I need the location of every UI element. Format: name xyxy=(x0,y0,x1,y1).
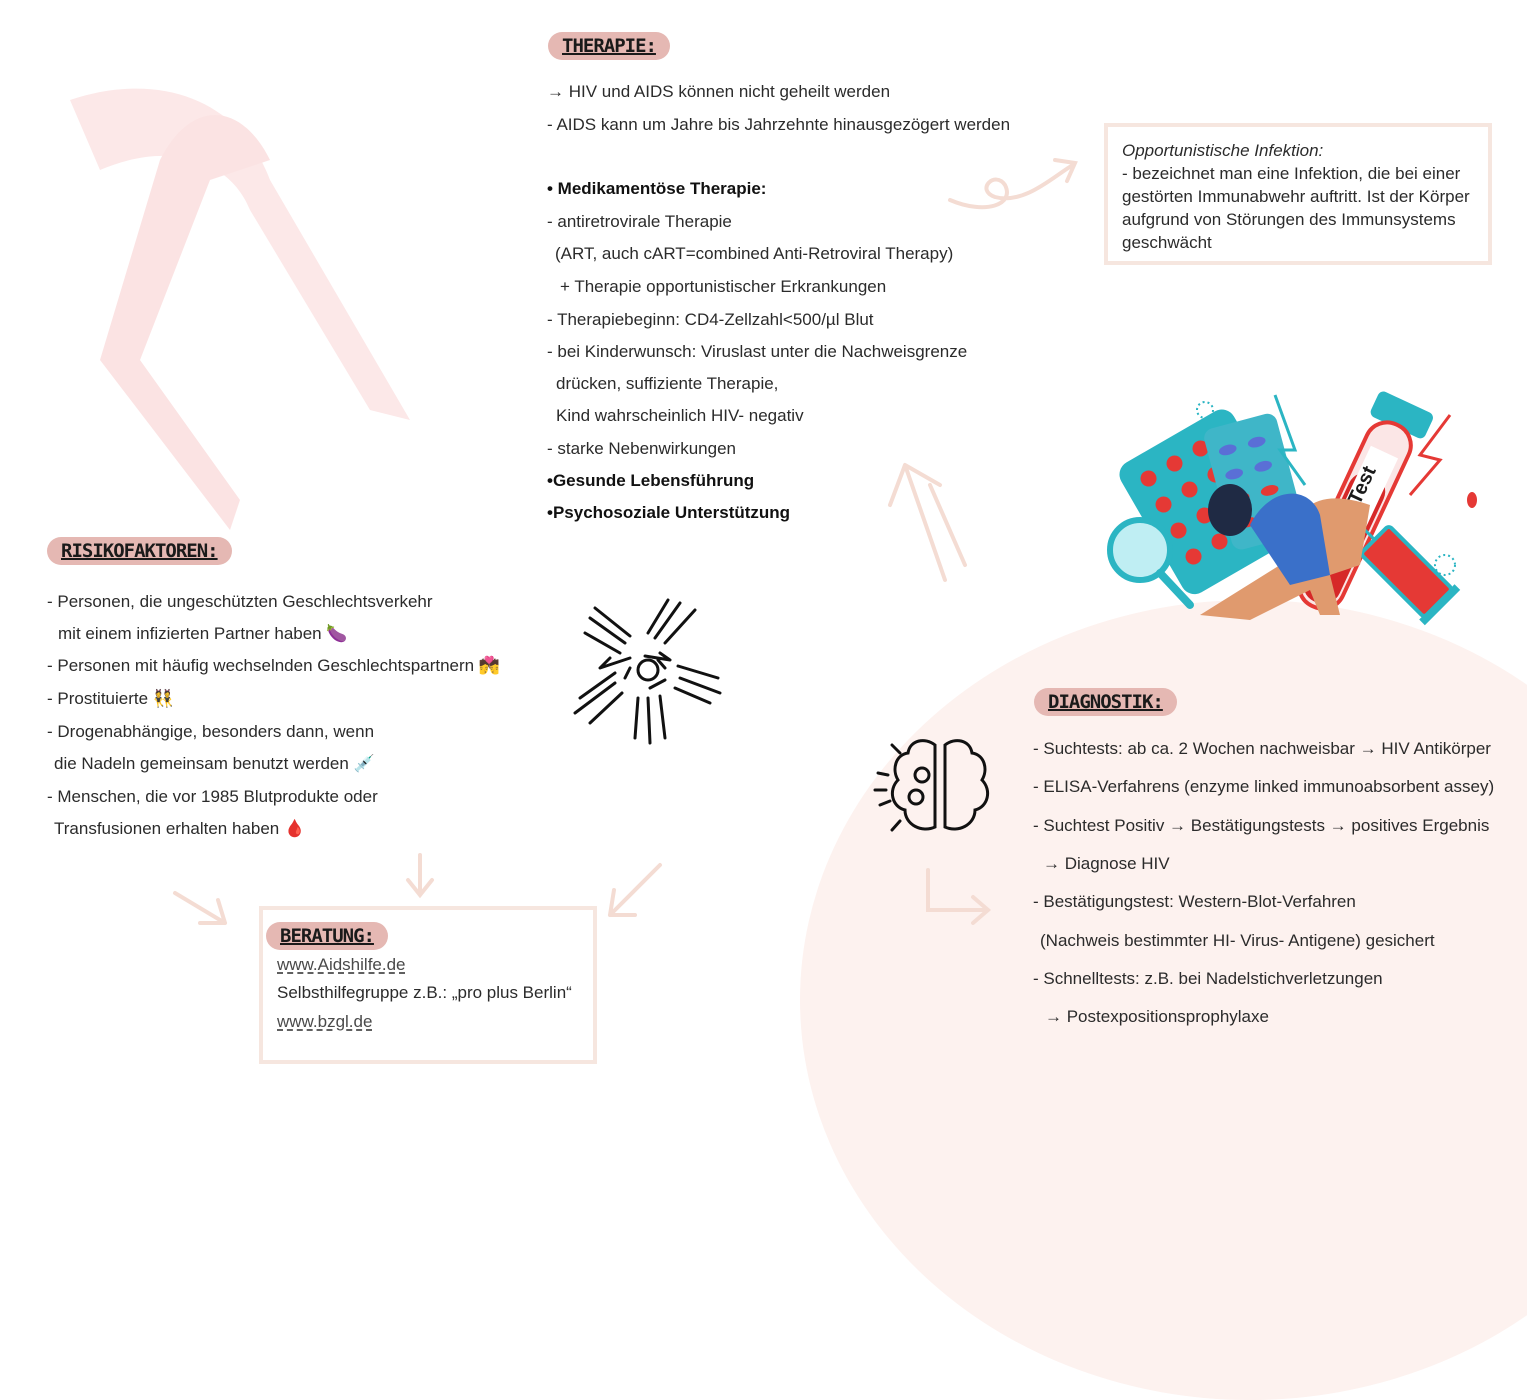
selbsthilfe-text: Selbsthilfegruppe z.B.: „pro plus Berlin“ xyxy=(277,983,572,1002)
diagnostik-heading: DIAGNOSTIK: xyxy=(1034,688,1177,716)
therapie-subheading: •Psychosoziale Unterstützung xyxy=(547,503,791,522)
beratung-heading: BERATUNG: xyxy=(266,922,388,950)
diagnostik-line: (Nachweis bestimmter HI- Virus- Antigene) gesichert xyxy=(1040,931,1435,950)
background-blob xyxy=(800,600,1527,1400)
risikofaktoren-heading: RISIKOFAKTOREN: xyxy=(47,537,232,565)
diagnostik-line: - ELISA-Verfahrens (enzyme linked immunoabsorbent assey) xyxy=(1033,777,1495,796)
therapie-line: - Therapiebeginn: CD4-Zellzahl<500/µl Blut xyxy=(547,310,874,329)
arrow-to-beratung-right-icon xyxy=(600,860,670,930)
arrow-to-diagnostik-icon xyxy=(918,865,998,925)
therapie-line: - starke Nebenwirkungen xyxy=(547,439,736,458)
risiko-line: - Menschen, die vor 1985 Blutprodukte oder xyxy=(47,787,378,806)
aids-ribbon-icon xyxy=(40,60,440,540)
diagnostik-line: - Suchtests: ab ca. 2 Wochen nachweisbar → HIV Antikörper xyxy=(1033,739,1491,758)
tube-label: Test xyxy=(1344,462,1381,508)
helping-hands-icon xyxy=(570,598,725,746)
diagnostik-line: → Diagnose HIV xyxy=(1043,854,1170,873)
therapie-line: → HIV und AIDS können nicht geheilt werden xyxy=(547,82,891,101)
risiko-line: - Personen, die ungeschützten Geschlechtsverkehr xyxy=(47,592,433,611)
diagnostik-line: - Bestätigungstest: Western-Blot-Verfahren xyxy=(1033,892,1356,911)
therapie-subheading: • Medikamentöse Therapie: xyxy=(547,179,767,198)
aidshilfe-link[interactable]: www.Aidshilfe.de xyxy=(277,955,406,974)
arrow-to-beratung-down-icon xyxy=(400,850,440,900)
hiv-test-illustration xyxy=(1100,375,1480,635)
bzgl-link[interactable]: www.bzgl.de xyxy=(277,1012,373,1031)
therapie-line: - antiretrovirale Therapie xyxy=(547,212,732,231)
curly-arrow-icon xyxy=(945,155,1085,215)
therapie-line: + Therapie opportunistischer Erkrankungen xyxy=(560,277,887,296)
brain-icon xyxy=(870,735,1000,840)
opportunistic-text: - bezeichnet man eine Infektion, die bei einer gestörten Immunabwehr auftritt. Ist der Körper aufgrund von Störungen des Immunsystems geschwächt xyxy=(1122,164,1470,252)
risiko-line: Transfusionen erhalten haben 🩸 xyxy=(54,819,306,838)
diagnostik-line: - Schnelltests: z.B. bei Nadelstichverletzungen xyxy=(1033,969,1383,988)
diagnostik-line: → Postexpositionsprophylaxe xyxy=(1045,1007,1269,1026)
therapie-line: - AIDS kann um Jahre bis Jahrzehnte hinausgezögert werden xyxy=(547,115,1011,134)
risiko-line: die Nadeln gemeinsam benutzt werden 💉 xyxy=(54,754,375,773)
therapie-heading: THERAPIE: xyxy=(548,32,670,60)
opportunistic-title: Opportunistische Infektion: xyxy=(1122,141,1324,160)
therapie-line: (ART, auch cART=combined Anti-Retroviral Therapy) xyxy=(555,244,954,263)
arrow-to-beratung-left-icon xyxy=(170,885,240,935)
risiko-line: mit einem infizierten Partner haben 🍆 xyxy=(58,624,348,643)
risiko-line: - Prostituierte 👯 xyxy=(47,689,174,708)
risiko-line: - Drogenabhängige, besonders dann, wenn xyxy=(47,722,375,741)
therapie-line: drücken, suffiziente Therapie, xyxy=(556,374,779,393)
risiko-line: - Personen mit häufig wechselnden Geschlechtspartnern 💏 xyxy=(47,656,501,675)
therapie-line: - bei Kinderwunsch: Viruslast unter die Nachweisgrenze xyxy=(547,342,968,361)
opportunistic-infection-box xyxy=(1104,123,1492,265)
therapie-line: Kind wahrscheinlich HIV- negativ xyxy=(556,406,804,425)
diagnostik-line: - Suchtest Positiv → Bestätigungstests → positives Ergebnis xyxy=(1033,816,1490,835)
up-arrow-icon xyxy=(885,445,975,585)
therapie-subheading: •Gesunde Lebensführung xyxy=(547,471,755,490)
